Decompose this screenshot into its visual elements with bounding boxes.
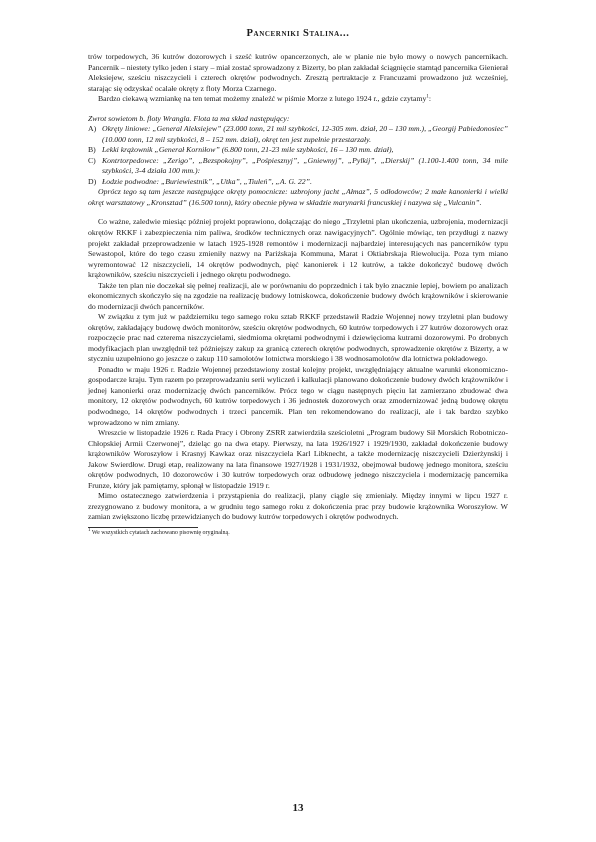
footnote	[88, 527, 508, 538]
footnote-text: We wszystkich cytatach zachowano pisownię oryginalną.	[91, 529, 230, 536]
paragraph: Mimo ostatecznego zatwierdzenia i przystąpienia do realizacji, plany ciągle się zmieniały. Między innymi w lipcu 1927 r. zrezygnowano z budowy monitora, a w grudniu tego samego roku z dokończenia prac przy budowie krążownika Woroszyłow. W zamian zwiększono liczbę przewidzianych do budowy kutrów torpedowych i okrętów podwodnych.	[88, 491, 508, 522]
footnote-divider	[88, 527, 198, 528]
page-body	[88, 52, 508, 538]
quote-lead: Zwrot sowietom b. floty Wrangla. Flota ta ma skład następujący:	[88, 113, 290, 123]
quote-item-text: Kontrtorpedowce: „Zerigo”, „Bezspokojny”, „Pośpiesznyj”, „Gniewnyj”, „Pylkij”, „Dierskij” (1.100-1.400 tonn, 34 mile szybkości, 3-4 działa 100 mm.):	[102, 155, 508, 176]
paragraph-punct: :	[428, 94, 432, 104]
paragraph-text: Bardzo ciekawą wzmiankę na ten temat możemy znaleźć w piśmie Morze z lutego 1924 r., gdzie czytamy	[98, 94, 427, 104]
block-quote	[88, 114, 508, 209]
page-number: 13	[292, 802, 304, 814]
running-header: Pancerniki Stalina...	[246, 28, 350, 39]
paragraph: Także ten plan nie doczekał się pełnej realizacji, ale w porównaniu do poprzednich i tak było znacznie lepiej, bowiem po analizach ekonomicznych skończyło się na zgodzie na realizację budowy lotniskowca, dokończenie budowy dwóch krążowników i skierowanie do modernizacji dwóch pancerników.	[88, 280, 508, 311]
quote-item-label: A)	[88, 124, 97, 134]
footnote-ref: 1	[426, 94, 429, 100]
paragraph: Wreszcie w listopadzie 1926 r. Rada Pracy i Obrony ZSRR zatwierdziła sześcioletni „Program budowy Sił Morskich Robotniczo-Chłopskiej Armii Czerwonej”, dzieląc go na dwa etapy. Pierwszy, na lata 1926/1927 i 1929/1930, zakładał dokończenie budowy krążowników Woroszyłow i Krasnyj Kawkaz oraz niszczyciela Karl Libknecht, a także modernizację niszczycieli Dzierżynskij i Jakow Swierdłow. Drugi etap, realizowany na lata finansowe 1927/1928 i 1931/1932, obejmował budowę jednego monitora, sześciu okrętów podwodnych, 10 dozorowców i 30 kutrów torpedowych oraz odbudowę jednego niszczyciela i modernizację pancernika Frunze, który jak pamiętamy, spłonął w listopadzie 1919 r.	[88, 428, 508, 490]
paragraph	[88, 94, 508, 105]
quote-item	[88, 177, 508, 188]
quote-item-label: B)	[88, 145, 96, 155]
quote-item-label: C)	[88, 155, 96, 165]
paragraph: Ponadto w maju 1926 r. Radzie Wojennej przedstawiony został kolejny projekt, uwzględniający aktualne warunki ekonomiczno-gospodarcze kraju. Tym razem po przeprowadzaniu serii wyliczeń i kalkulacji planowano dokończenie budowy dwóch krążowników i jednej kanonierki oraz modernizację dwóch pancerników. Prócz tego w ciągu następnych pięciu lat zamierzano zbudować dwa monitory, 12 okrętów podwodnych, 60 kutrów torpedowych i 36 jednostek dozorowych oraz zmodernizować jedną budowę okrętu podwodnego, 14 okrętów podwodnych i trzeci pancernik. Plan ten rekomendowano do realizacji, ale i tak bardzo szybko wprowadzono w nim zmiany.	[88, 364, 508, 427]
quote-item-text: Okręty liniowe: „General Aleksiejew” (23.000 tonn, 21 mil szybkości, 12-305 mm. dział, 20 – 130 mm.), „Georgij Pabiedonosiec” (10.000 tonn, 12 mil szybkości, 8 – 152 mm. dział), okręt ten jest zupełnie przestarzały.	[102, 124, 508, 144]
paragraph: trów torpedowych, 36 kutrów dozorowych i sześć kutrów opancerzonych, ale w planie nie było mowy o nowych pancernikach. Pancernik – niestety tylko jeden i stary – miał zostać sprowadzony z Bizerty, bo plan zakładał ściągnięcie stamtąd pancernika Gienierał Aleksiejew, sześciu niszczycieli i czterech okrętów podwodnych. Zresztą pertraktacje z Francuzami prowadzono już wcześniej, starając się odzyskać ocalałe okręty z floty Morza Czarnego.	[88, 52, 508, 93]
quote-item	[88, 124, 508, 145]
paragraph: W związku z tym już w październiku tego samego roku sztab RKKF przedstawił Radzie Wojennej nowy trzyletni plan budowy okrętów, zakładający budowę dwóch monitorów, sześciu okrętów podwodnych, 60 kutrów torpedowych i 27 kutrów dozorowych oraz rozpoczęcie prac nad czterema niszczycielami, siedmioma okrętami podwodnymi i dziewięcioma kutrami dozorowymi. Po drobnych modyfikacjach plan uwzględnił też późniejszy zakup za granicą czterech okrętów podwodnych, sprowadzenie okrętów z Bizerty, a w styczniu uzupełniono go jeszcze o zakup 110 samolotów lotnictwa morskiego i 38 wodnosamolotów dla lotnictwa pokładowego.	[88, 312, 508, 364]
quote-item-label: D)	[88, 176, 97, 186]
quote-after: Oprócz tego są tam jeszcze następujące okręty pomocnicze: uzbrojony jacht „Ałmaz”, 5 odłodowców; 2 małe kanonierki i wielki okręt warsztatowy „Kronsztad” (16.500 tonn), który obecnie pływa w składzie marynarki francuskiej i nazywa się „Vulcanin”.	[88, 187, 508, 207]
quote-item	[88, 145, 508, 156]
quote-item	[88, 156, 508, 177]
quote-item-text: Łodzie podwodne: „Buriewiestnik”, „Utka”, „Tiuleń”, „A. G. 22”.	[102, 176, 312, 186]
footnote-mark: 1	[88, 527, 91, 533]
quote-item-text: Lekki krążownik „Generał Korniłow” (6.800 tonn, 21-23 mile szybkości, 16 – 130 mm. dział),	[102, 145, 394, 155]
paragraph: Co ważne, zaledwie miesiąc później projekt poprawiono, dołączając do niego „Trzyletni plan ukończenia, uzbrojenia, modernizacji okrętów RKKF i zabezpieczenia nim paliwa, środków technicznych oraz nawigacyjnych”. Ogólnie mówiąc, ten przydługi z nazwy projekt zakładał przeprowadzenie w latach 1925-1928 remontów i modernizacji najbardziej interesujących nas pancerników typu Sewastopol, które do tego czasu zmieniły nazwy na Pariżskaja Kommuna, Marat i Oktiabrskaja Riewolucija. Poza tym miano wyremontować 12 niszczycieli, 14 okrętów podwodnych, pięć kanonierek i 12 kutrów, a także dokończyć budowę dwóch krążowników, sześciu niszczycieli i jednego okrętu podwodnego.	[88, 217, 508, 280]
